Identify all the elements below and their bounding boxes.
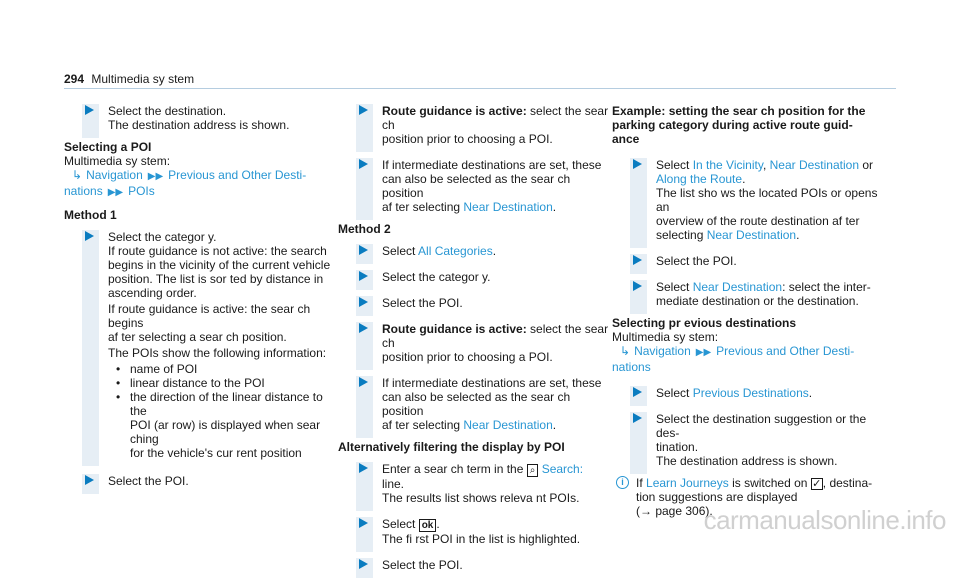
step-arrow-icon [85,105,94,115]
bold-label: Route guidance is active: [382,104,527,118]
link-previous-destinations[interactable]: Previous Destinations [692,386,809,400]
link-in-the-vicinity[interactable]: In the Vicinity [692,158,763,172]
step-text: position prior to choosing a POI. [382,350,553,364]
step-text: Select the destination suggestion or the des‐ [656,412,867,440]
search-icon: ⌕ [527,464,539,477]
step-text: Select the POI. [382,558,463,572]
watermark-logo: carmanualsonline.info [703,505,946,535]
step-text: The list sho ws the located POIs or opens an [656,186,878,214]
step-text-run: : select the inter- [782,280,871,294]
menu-path-cont [64,184,336,200]
step-text-run: Select [656,158,693,172]
step-text: Along the Route. [656,172,746,186]
section-title: Multimedia sy stem [91,72,195,86]
step-arrow-icon [359,271,368,281]
double-chevron-icon: ▶▶ [695,347,712,358]
step-text-run: af ter selecting [382,200,464,214]
step-text: tination. [656,440,699,454]
list-item [126,390,336,460]
step-text: ascending order. [108,286,197,300]
bold-label: Route guidance is active: [382,322,527,336]
step-text-run: select the sear ch [382,322,609,350]
step-text: af ter selecting Near Destination. [382,418,557,432]
step-select-poi [338,296,610,310]
link-near-destination[interactable]: Near Destination [692,280,783,294]
menu-path [64,168,336,184]
step-text: position prior to choosing a POI. [382,132,553,146]
link-search[interactable]: Search: [541,462,584,476]
step-text: The destination address is shown. [108,118,290,132]
step-text: Select the categor y. [108,230,217,244]
step-arrow-icon [359,518,368,528]
step-text [382,322,610,350]
step-text-run: select the sear ch [382,104,609,132]
link-navigation[interactable]: Navigation [634,344,691,358]
link-near-destination[interactable]: Near Destination [463,200,553,214]
step-intermediate-2 [338,376,610,432]
turn-arrow-icon: ↳ [72,168,83,182]
link-nations[interactable]: nations [612,360,651,374]
step-text: The results list shows releva nt POIs. [382,491,580,505]
step-text-run: Select [656,280,693,294]
info-text: tion suggestions are displayed [636,490,798,504]
heading-previous-destinations: Selecting pr evious destinations [612,316,797,330]
list-text: the direction of the linear distance to the [130,390,323,418]
step-text: Select the POI. [382,296,463,310]
link-navigation[interactable]: Navigation [86,168,143,182]
step-enter-search [338,462,610,505]
step-destination-suggestion [612,412,884,468]
step-text: Select ok . [382,517,440,531]
step-text [382,462,610,477]
link-learn-journeys[interactable]: Learn Journeys [646,476,729,490]
link-pois[interactable]: POIs [128,184,155,198]
step-text: af ter selecting a sear ch position. [108,330,287,344]
step-text: Select the POI. [656,254,737,268]
step-arrow-icon [359,377,368,387]
example-heading [612,104,884,146]
step-text: Select the categor y. [382,270,491,284]
column-1 [64,100,336,488]
step-arrow-icon [359,297,368,307]
step-select-poi [64,474,336,488]
step-text: If intermediate destinations are set, these [382,376,602,390]
turn-arrow-icon: ↳ [620,344,631,358]
list-item: • linear distance to the POI [126,376,336,390]
step-route-guidance-2 [338,322,610,364]
step-arrow-icon [359,159,368,169]
heading-method-1: Method 1 [64,208,117,222]
example-heading-line: ance [612,132,640,146]
menu-path [612,344,884,360]
step-text: The fi rst POI in the list is highlighted. [382,532,581,546]
page-reference[interactable]: (→ page 306). [636,504,713,518]
step-text [656,280,884,294]
step-text: The destination address is shown. [656,454,838,468]
heading-selecting-poi: Selecting a POI [64,140,152,154]
step-text: Select In the Vicinity, Near Destination or [656,158,874,172]
step-text-run: or [859,158,874,172]
link-near-destination[interactable]: Near Destination [769,158,860,172]
step-text: can also be selected as the sear ch position [382,390,571,418]
step-text: Select the destination. [108,104,227,118]
page-header [64,72,194,86]
link-previous-other[interactable]: Previous and Other Desti- [168,168,307,182]
example-heading-line: Example: setting the sear ch position for the [612,104,866,118]
step-previous-destinations [612,386,884,400]
menu-path-cont [612,360,884,374]
step-select-vicinity [612,158,884,242]
double-chevron-icon: ▶▶ [107,187,124,198]
step-text: af ter selecting Near Destination. [382,200,557,214]
list-item: • name of POI [126,362,336,376]
step-select-near-destination [612,280,884,308]
step-select-category [338,270,610,284]
info-text-run: If [636,476,647,490]
step-text: If route guidance is not active: the search [108,244,327,258]
step-arrow-icon [633,281,642,291]
link-nations[interactable]: nations [64,184,103,198]
heading-alternative-filter: Alternatively filtering the display by POI [338,440,565,454]
column-3 [612,100,884,518]
step-arrow-icon [359,559,368,569]
link-near-destination[interactable]: Near Destination [463,418,553,432]
step-arrow-icon [359,323,368,333]
step-text: can also be selected as the sear ch position [382,172,571,200]
step-text-run: Enter a sear ch term in the [382,462,527,476]
step-text: begins in the vicinity of the current vehicle [108,258,331,272]
step-text-run: af ter selecting [382,418,464,432]
step-text [382,104,610,132]
step-select-poi-2 [338,558,610,572]
heading-method-2: Method 2 [338,222,391,236]
step-arrow-icon [85,475,94,485]
step-text-run: selecting [656,228,707,242]
info-icon: i [616,476,629,489]
double-chevron-icon: ▶▶ [147,171,164,182]
column-2 [338,100,610,572]
step-select-poi [612,254,884,268]
step-all-categories [338,244,610,258]
info-text-run: , destina‐ [822,476,873,490]
header-rule [64,88,896,89]
step-select-destination [64,104,336,132]
list-text: POI (ar row) is displayed when sear ching [130,418,321,446]
info-text [636,476,884,490]
step-text: If route guidance is active: the sear ch begins [108,302,311,330]
step-arrow-icon [359,105,368,115]
menu-path-label: Multimedia sy stem: [612,330,719,344]
step-text: If intermediate destinations are set, these [382,158,602,172]
link-all-categories[interactable]: All Categories [418,244,493,258]
step-route-guidance [338,104,610,146]
step-arrow-icon [633,387,642,397]
step-text: position. The list is sor ted by distance in [108,272,324,286]
example-heading-line: parking category during active route guid- [612,118,853,132]
step-text: selecting Near Destination. [656,228,800,242]
step-arrow-icon [633,413,642,423]
step-arrow-icon [359,245,368,255]
step-text: Select All Categories. [382,244,497,258]
step-text-run: Select [656,386,693,400]
link-along-the-route[interactable]: Along the Route [656,172,743,186]
step-text: The POIs show the following information: [108,346,327,360]
checkbox-checked-icon: ✓ [812,478,822,490]
info-text-run: is switched on [728,476,811,490]
step-text: mediate destination or the destination. [656,294,859,308]
step-select-ok [338,517,610,546]
step-intermediate [338,158,610,214]
step-text: Select Previous Destinations. [656,386,813,400]
step-text-run: Select [382,517,419,531]
step-arrow-icon [85,231,94,241]
ok-icon: ok [419,519,437,532]
link-previous-other[interactable]: Previous and Other Desti- [716,344,855,358]
step-text: Select the POI. [108,474,189,488]
step-text-run: Select [382,244,419,258]
poi-info-list [108,362,336,460]
step-text: overview of the route destination af ter [656,214,860,228]
page-number: 294 [64,72,85,86]
step-arrow-icon [633,159,642,169]
step-select-category [64,230,336,460]
step-arrow-icon [359,463,368,473]
step-text: line. [382,477,405,491]
list-text: for the vehicle's cur rent position [130,446,302,460]
link-near-destination[interactable]: Near Destination [706,228,797,242]
step-arrow-icon [633,255,642,265]
menu-path-label: Multimedia sy stem: [64,154,171,168]
